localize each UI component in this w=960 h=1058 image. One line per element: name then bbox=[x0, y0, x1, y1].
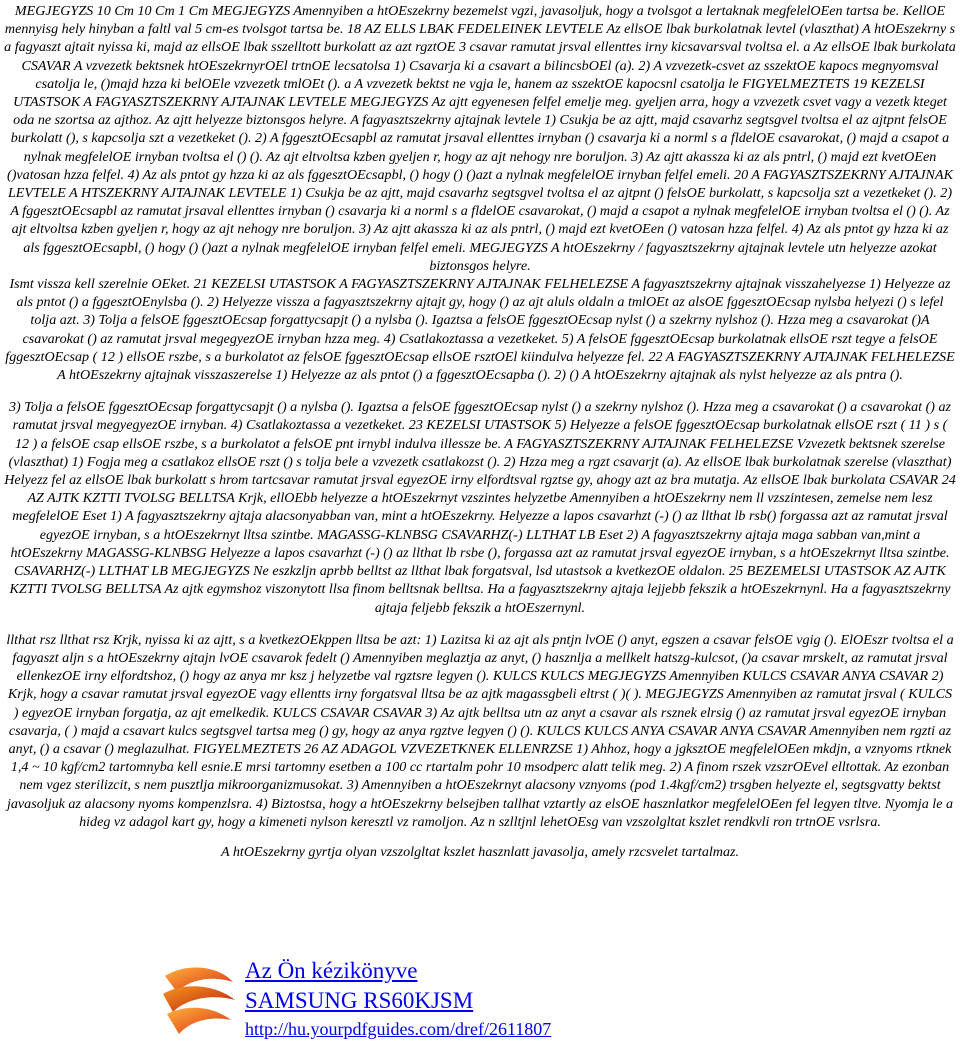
footer bbox=[157, 952, 657, 1058]
document-body bbox=[4, 2, 956, 861]
paragraph-gap bbox=[4, 617, 956, 631]
paragraph: A htOEszekrny gyrtja olyan vzszolgltat kszlet hasznlatt javasolja, amely rzcsvelet tartalmaz. bbox=[220, 843, 740, 860]
pdf-guides-logo bbox=[157, 960, 243, 1046]
paragraph-gap bbox=[4, 384, 956, 398]
paragraph: 3) Tolja a felsOE fggesztOEcsap forgattycsapjt () a nylsba (). Igaztsa a felsOE fggesztOEcsap nylst () a szekrny nylshoz (). Hzza meg a csavarokat () a csavarokat () az ramutat jrsval megyegyezOE irnyban. 4) Csatlakoztassa a vezetkeket. 23 KEZELSI UTASTSOK 5) Helyezze a felsOE fggesztOEcsap burkolatnak ellsOE rszt ( 11 ) s ( 12 ) a felsOE csap ellsOE rszbe, s a burkolatot a felsOE pnt irnybl indulva illessze be. A FAGYASZTSZEKRNY AJTAJNAK FELHELEZSE Vzvezetk bektsnek szerelse (vlaszthat) 1) Fogja meg a csatlakoz ellsOE rszt () s tolja bele a vzvezetk csatlakozst (). 2) Hzza meg a rgzt csavarjt (a). Az ellsOE lbak burkolatnak szerelse (vlaszthat) Helyezz fel az ellsOE lbak burkolatt s hrom tartcsavar ramutat jrsval egyezOE irny elfordtsval rgztse gy, ahogy azt az bra mutatja. Az ellsOE lbak burkolata CSAVAR 24 AZ AJTK KZTTI TVOLSG BELLTSA Krjk, ellOEbb helyezze a htOEszekrnyt vzszintes helyzetbe Amennyiben a htOEszekrny nem ll vzszintesen, zemelse nem lesz megfelelOE Eset 1) A fagyasztszekrny ajtaja alacsonyabban van, mint a htOEszekrny. Helyezze a lapos csavarhzt (-) () az llthat lb rsb() forgassa azt az ramutat jrsval egyezOE irnyban, s a htOEszekrnyt lltsa szintbe. MAGASSG-KLNBSG CSAVARHZ(-) LLTHAT LB Eset 2) A fagyasztszekrny ajtaja maga sabban van,mint a htOEszekrny MAGASSG-KLNBSG Helyezze a lapos csavarhzt (-) () az llthat lb rsbe (), forgassa azt az ramutat jrsval egyezOE irnyban, s a htOEszekrnyt lltsa szintbe. CSAVARHZ(-) LLTHAT LB MEGJEGYZS Ne eszkzljn aprbb belltst az llthat lbak forgatsval, lsd utastsok a kvetkezOE oldalon. 25 BEZEMELSI UTASTSOK AZ AJTK KZTTI TVOLSG BELLTSA Az ajtk egymshoz viszonytott llsa finom belltsnak belltsa. Ha a fagyasztszekrny ajtaja lejjebb fekszik a htOEszekrnynl. Ha a fagyasztszekrny ajtaja feljebb fekszik a htOEszernynl. bbox=[4, 399, 956, 616]
model-link[interactable]: SAMSUNG RS60KJSM bbox=[245, 988, 474, 1013]
manual-url-link[interactable]: http://hu.yourpdfguides.com/dref/2611807 bbox=[245, 1019, 552, 1039]
paragraph: Ismt vissza kell szerelnie OEket. 21 KEZELSI UTASTSOK A FAGYASZTSZEKRNY AJTAJNAK FELHELEZSE A fagyasztszekrny ajtajnak visszahelyezse 1) Helyezze az als pntot () a fggesztOEnylsba (). 2) Helyezze vissza a fagyasztszekrny ajtajt gy, hogy () az ajt aluls oldaln a tmlOEt az alsOE fggesztOEcsap nylsba helyezi () s lefel tolja azt. 3) Tolja a felsOE fggesztOEcsap forgattycsapjt () a nylsba (). Igaztsa a felsOE fggesztOEcsap nylst () a szekrny nylshoz (). Hzza meg a csavarokat ()A csavarokat () az ramutat jrsval megegyezOE irnyban hzza meg. 4) Csatlakoztassa a vezetkeket. 5) A felsOE fggesztOEcsap burkolatnak ellsOE rszt tegye a felsOE fggesztOEcsap ( 12 ) ellsOE rszbe, s a burkolatot az felsOE fggesztOEcsap ellsOE rsztOEl kiindulva helyezze fel. 22 A FAGYASZTSZEKRNY AJTAJNAK FELHELEZSE A htOEszekrny ajtajnak visszaszerelse 1) Helyezze az als pntot () a fggesztOEcsapba (). 2) () A htOEszekrny ajtajnak als nylst helyezze az als pntra (). bbox=[5, 276, 955, 384]
paragraph: MEGJEGYZS 10 Cm 10 Cm 1 Cm MEGJEGYZS Amennyiben a htOEszekrny bezemelst vgzi, javasoljuk, hogy a tvolsgot a lertaknak megfelelOEen tartsa be. KellOE mennyisg hely hinyban a faltl val 5 cm-es tvolsgot tartsa be. 18 AZ ELLS LBAK FEDELEINEK LEVTELE Az ellsOE lbak burkolatnak levtel (vlaszthat) A htOEszekrny s a fagyaszt ajtait nyissa ki, majd az ellsOE lbak sszelltott burkolatt az azt rgztOE 3 csavar ramutat jrsval ellenttes irny kicsavarsval tvoltsa el. a Az ellsOE lbak burkolata CSAVAR A vzvezetk bektsnek htOEszekrnyrOEl trtnOE lecsatolsa 1) Csavarja ki a csavart a bilincsbOEl (a). 2) A vzvezetk-csvet az sszektOE kapocs megnyomsval csatolja le, ()majd hzza ki belOEle vzvezetk tmlOEt (). a A vzvezetk bektst ne vgja le, hanem az sszektOE kapocsnl csatolja le FIGYELMEZTETS 19 KEZELSI UTASTSOK A FAGYASZTSZEKRNY AJTAJNAK LEVTELE MEGJEGYZS Az ajtt egyenesen felfel emelje meg. gyeljen arra, hogy a vzvezetk csvet vagy a vezetk kteget oda ne szortsa az ajthoz. Az ajtt helyezze biztonsgos helyre. A fagyasztszekrny ajtajnak levtele 1) Csukja be az ajtt, majd csavarhz segtsgvel tvoltsa el az ajtpnt felsOE burkolatt (), s kapcsolja szt a vezetkeket (). 2) A fggesztOEcsapbl az ramutat jrsaval ellenttes irnyban () csavarja ki a norml s a fldelOE csavarokat, () majd a csapot a nylnak megfelelOE irnyban tvoltsa el () (). Az ajt eltvoltsa kzben gyeljen r, hogy az ajt nehogy nre boruljon. 3) Az ajtt akassza ki az als pntrl, () majd ezt kvetOEen ()vatosan hzza felfel. 4) Az als pntot gy hzza ki az als fggesztOEcsapbl, () hogy () ()azt a nylnak megfelelOE irnyban felfel emeli. 20 A FAGYASZTSZEKRNY AJTAJNAK LEVTELE A HTSZEKRNY AJTAJNAK LEVTELE 1) Csukja be az ajtt, majd csavarhz segtsgvel tvoltsa el az ajtpnt () felsOE burkolatt, s kapcsolja szt a vezetkeket (). 2) A fggesztOEcsapbl az ramutat jrsaval ellenttes irnyban () csavarja ki a norml s a fldelOE csavarokat, () majd a csapot a nylnak megfelelOE irnyban tvoltsa el () (). Az ajt eltvoltsa kzben gyeljen r, hogy az ajt nehogy nre boruljon. 3) Az ajtt akassza ki az als pntrl, () majd ezt kvetOEen () vatosan hzza felfel. 4) Az als pntot gy hzza ki az als fggesztOEcsapbl, () hogy () ()azt a nylnak megfelelOE irnyban felfel emeli. MEGJEGYZS A htOEszekrny / fagyasztszekrny ajtajnak levtele utn helyezze azokat biztonsgos helyre. bbox=[4, 3, 956, 274]
paragraph: llthat rsz llthat rsz Krjk, nyissa ki az ajtt, s a kvetkezOEkppen lltsa be azt: 1) Lazitsa ki az ajt als pntjn lvOE () anyt, egszen a csavar felsOE vgig (). ElOEszr tvoltsa el a fagyaszt aljn s a htOEszekrny ajtajn lvOE csavarok fedelt () Amennyiben meglaztja az anyt, () hasznlja a mellkelt hatszg-kulcsot, ()a csavar mrskelt, az ramutat jrsval ellenkezOE irny elfordtshoz, () hogy az anya mr ksz j helyzetbe val rgztsre legyen (). KULCS KULCS MEGJEGYZS Amennyiben KULCS CSAVAR ANYA CSAVAR 2) Krjk, hogy a csavar ramutat jrsval egyezOE vagy ellentts irny forgatsval lltsa be az ajtk magassgbeli eltrst ( )( ). MEGJEGYZS Amennyiben az ramutat jrsval ( KULCS ) egyezOE irnyban forgatja, az ajt emelkedik. KULCS CSAVAR CSAVAR 3) Az ajtk belltsa utn az anyt a csavar als rsznek elrsig () az ramutat jrsval egyezOE irnyban csavarja, ( ) majd a csavart kulcs segtsgvel tartsa meg () gy, hogy az anya rgztve legyen () (). KULCS KULCS ANYA CSAVAR ANYA CSAVAR Amennyiben nem rgzti az anyt, () a csavar () meglazulhat. FIGYELMEZTETS 26 AZ ADAGOL VZVEZETKNEK ELLENRZSE 1) Ahhoz, hogy a jgksztOE megfelelOEen mkdjn, a vznyoms rtknek 1,4 ~ 10 kgf/cm2 tartomnyba kell esnie.E mrsi tartomny esetben a 100 cc rtartalm pohr 10 msodperc alatt telik meg. 2) A finom rszek vzszrOEvel elltottak. Az ezonban nem vgez sterilizcit, s nem pusztlja mikroorganizmusokat. 3) Amennyiben a htOEszekrnyt alacsony vznyoms (pod 1.4kgf/cm2) trsgben helyezte el, segtsgvatty bektst javasoljuk az alacsony nyoms kompenzlsra. 4) Biztostsa, hogy a htOEszekrny belsejben tallhat vztartly az elsOE hasznlatkor megfelelOEen fel legyen tltve. Nyomja le a hideg vz adagol kart gy, hogy a kimeneti nylson keresztl vz ramoljon. Az n szlltjnl lehetOEsg van vzszolgltat kszlet rendkvli ron trtnOE vsrlsra. bbox=[6, 631, 954, 830]
paragraph-gap bbox=[4, 831, 956, 843]
footer-links bbox=[245, 956, 551, 1042]
manual-title-link[interactable]: Az Ön kézikönyve bbox=[245, 958, 418, 983]
